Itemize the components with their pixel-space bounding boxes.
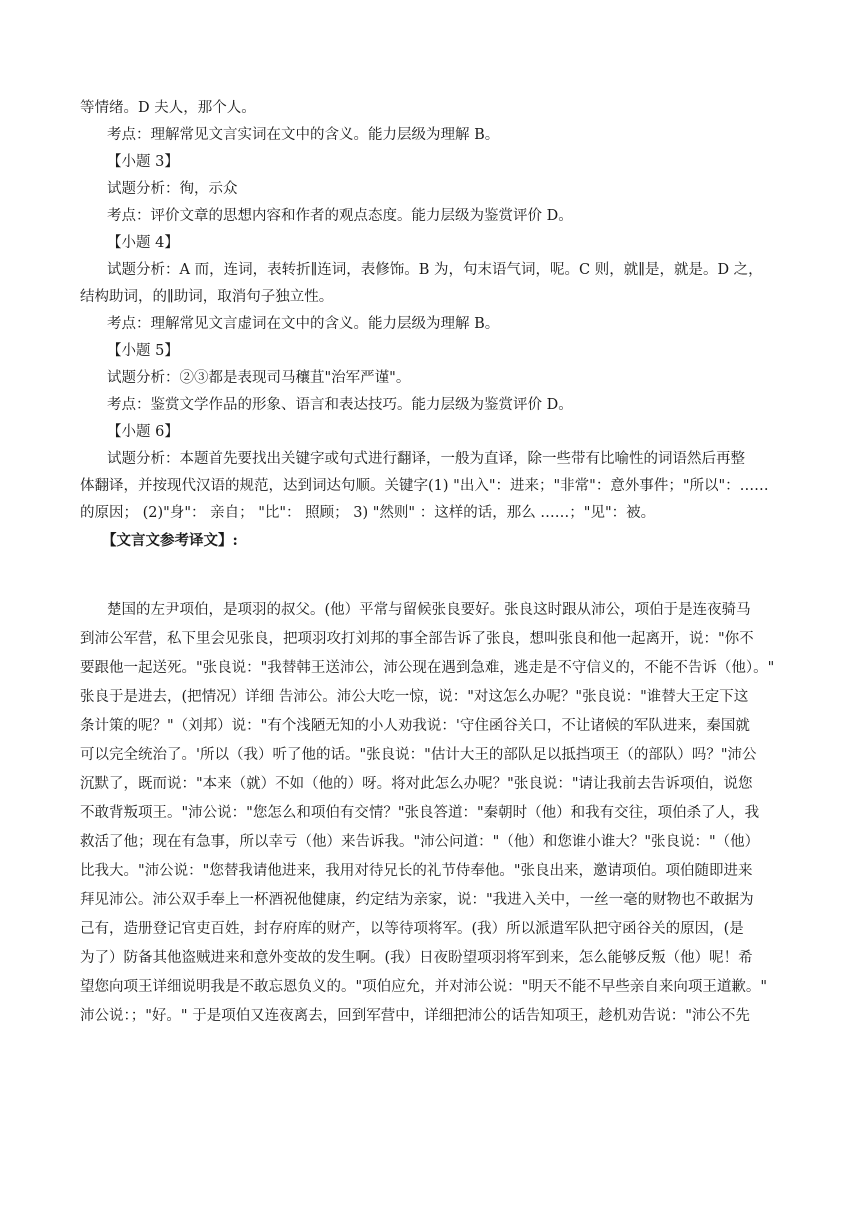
analysis-line: 试题分析：A 而，连词，表转折∥连词，表修饰。B 为，句末语气词，呢。C 则，就∥是，就是。D 之，: [107, 262, 763, 278]
translation-line: 要跟他一起送死。"张良说："我替韩王送沛公，沛公现在遇到急难，逃走是不守信义的，不能不告诉（他）。": [80, 660, 775, 676]
analysis-line: 体翻译，并按现代汉语的规范，达到词达句顺。关键字(1) "出入"：进来；"非常"：意外事件；"所以"：……: [80, 478, 769, 494]
analysis-line: 结构助词，的∥助词，取消句子独立性。: [80, 289, 334, 305]
analysis-line: 【小题 4】: [107, 235, 179, 251]
analysis-line: 试题分析：②③都是表现司马穰苴"治军严谨"。: [107, 370, 411, 386]
analysis-line: 考点：鉴赏文学作品的形象、语言和表达技巧。能力层级为鉴赏评价 D。: [107, 397, 573, 413]
analysis-line: 考点：评价文章的思想内容和作者的观点态度。能力层级为鉴赏评价 D。: [107, 208, 573, 224]
translation-line: 张良于是进去，(把情况）详细 告沛公。沛公大吃一惊，说："对这怎么办呢？"张良说："谁替大王定下这: [80, 689, 749, 705]
translation-line: 条计策的呢？"（刘邦）说："有个浅陋无知的小人劝我说：'守住函谷关口，不让诸候的军队进来，秦国就: [80, 718, 750, 734]
translation-line: 沉默了，既而说："本来（就）不如（他的）呀。将对此怎么办呢？"张良说："请让我前去告诉项伯，说您: [80, 776, 753, 792]
analysis-line: 【文言文参考译文】:: [102, 532, 238, 549]
answer-analysis-section: [80, 95, 780, 554]
analysis-line: 【小题 3】: [107, 154, 179, 170]
analysis-line: 【小题 5】: [107, 343, 179, 359]
translation-line: 可以完全统治了。'所以（我）听了他的话。"张良说："估计大王的部队足以抵挡项王（的部队）吗？"沛公: [80, 747, 757, 763]
translation-line: 沛公说：；"好。" 于是项伯又连夜离去，回到军营中，详细把沛公的话告知项王，趁机劝告说："沛公不先: [80, 1008, 750, 1024]
analysis-line: 等情绪。D 夫人，那个人。: [80, 100, 256, 116]
analysis-line: 试题分析：徇，示众: [107, 181, 238, 197]
analysis-line: 【小题 6】: [107, 424, 179, 440]
analysis-line: 的原因； (2)"身"： 亲自； "比"： 照顾； 3) "然则" ：这样的话，那么 ……；"见"：被。: [80, 505, 656, 521]
translation-line: 救活了他；现在有急事，所以幸亏（他）来告诉我。"沛公问道："（他）和您谁小谁大？"张良说："（他）: [80, 834, 760, 850]
analysis-line: 试题分析：本题首先要找出关键字或句式进行翻译，一般为直译，除一些带有比喻性的词语然后再整: [107, 451, 745, 467]
translation-line: 不敢背叛项王。"沛公说："您怎么和项伯有交情？"张良答道："秦朝时（他）和我有交往，项伯杀了人，我: [80, 805, 760, 821]
translation-line: 比我大。"沛公说："您替我请他进来，我用对待兄长的礼节侍奉他。"张良出来，邀请项伯。项伯随即进来: [80, 863, 753, 879]
analysis-line: 考点：理解常见文言虚词在文中的含义。能力层级为理解 B。: [107, 316, 500, 332]
translation-line: 为了）防备其他盗贼进来和意外变故的发生啊。(我）日夜盼望项羽将军到来，怎么能够反叛（他）呢！希: [80, 950, 753, 966]
translation-line: 己有，造册登记官吏百姓，封存府库的财产，以等待项将军。(我）所以派遣军队把守函谷关的原因，(是: [80, 921, 744, 937]
translation-line: 拜见沛公。沛公双手奉上一杯酒祝他健康，约定结为亲家，说："我进入关中，一丝一毫的财物也不敢据为: [80, 892, 754, 908]
translation-line: 到沛公军营，私下里会见张良，把项羽攻打刘邦的事全部告诉了张良，想叫张良和他一起离开，说："你不: [80, 631, 754, 647]
classical-translation-section: [80, 596, 780, 1031]
translation-line: 楚国的左尹项伯，是项羽的叔父。(他）平常与留候张良要好。张良这时跟从沛公，项伯于是连夜骑马: [107, 602, 751, 618]
analysis-line: 考点：理解常见文言实词在文中的含义。能力层级为理解 B。: [107, 127, 500, 143]
translation-line: 望您向项王详细说明我是不敢忘恩负义的。"项伯应允，并对沛公说："明天不能不早些亲自来向项王道歉。": [80, 979, 768, 995]
